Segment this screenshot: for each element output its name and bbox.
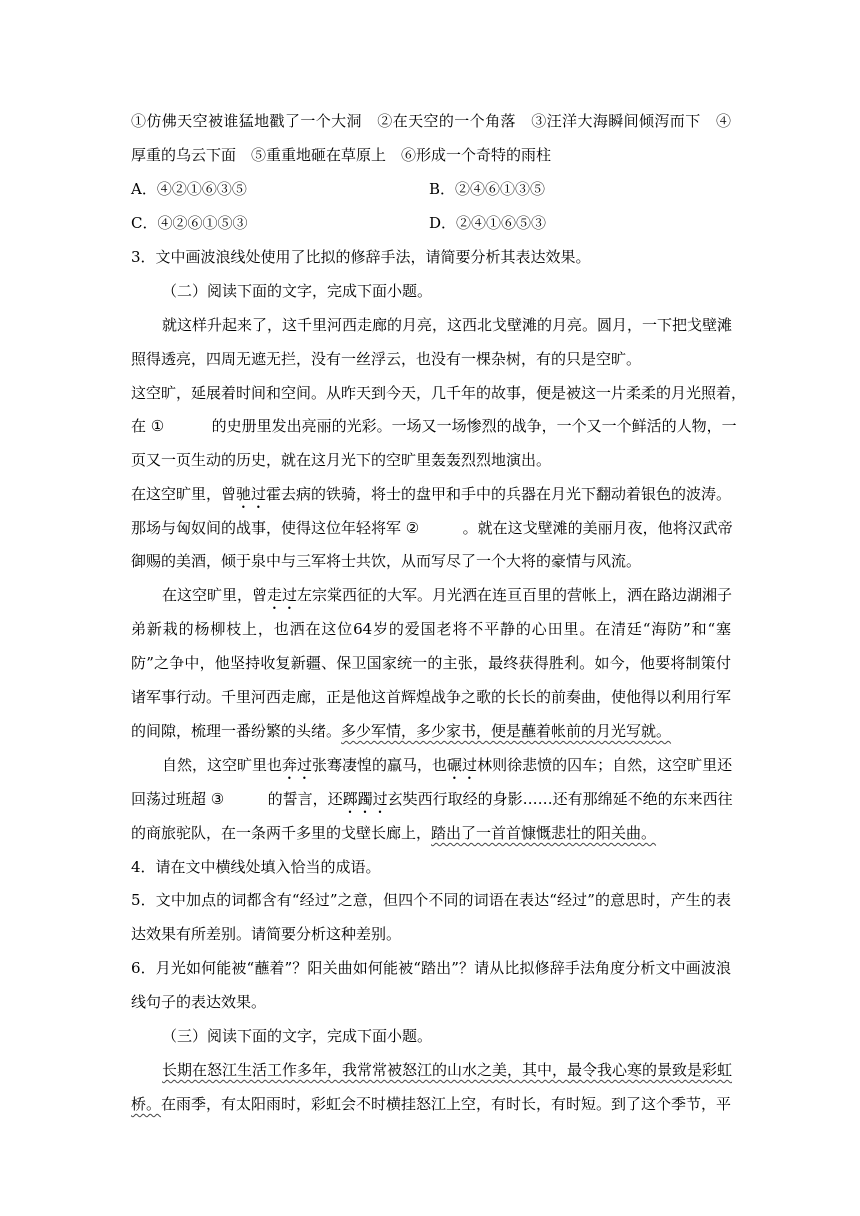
options-line-2: 厚重的乌云下面 ⑤重重地砸在草原上 ⑥形成一个奇特的雨柱 [131,146,552,164]
passage-text: 玄奘西行取经的身影……还有那绵延不绝的东来西往 [387,790,733,808]
question-3: 3．文中画波浪线处使用了比拟的修辞手法，请简要分析其表达效果。 [131,248,591,266]
passage-text: 在 [131,417,147,435]
passage2-p5-line2 [131,789,731,817]
wavy-underlined-end: 桥。 [131,1095,162,1113]
wavy-underlined-sentence-3: 长期在怒江生活工作多年，我常常被怒江的山水之美，其中，最令我心寒的景致是彩虹 [162,1061,733,1079]
passage2-p4-line4: 诸军事行动。千里河西走廊，正是他这首辉煌战争之歌的长长的前奏曲，使他得以利用行军 [131,688,732,706]
passage2-p1-line1: 就这样升起来了，这千里河西走廊的月亮，这西北戈壁滩的月亮。圆月，一下把戈壁滩 [162,316,733,334]
passage2-p4-line2: 弟新栽的杨柳枝上，也洒在这位64岁的爱国老将不平静的心田里。在清廷“海防”和“塞 [131,620,731,638]
dotted-word-nian-guo: 碾过 [447,756,478,774]
passage2-p4-line3: 防”之争中，他坚持收复新疆、保卫国家统一的主张，最终获得胜利。如今，他要将制策付 [131,654,731,672]
wavy-underlined-sentence-1: 多少军情，多少家书，便是蘸着帐前的月光写就。 [341,722,672,740]
passage-text: 。就在这戈壁滩的美丽月夜，他将汉武帝 [462,519,733,537]
passage-text: 自然，这空旷里也 [162,756,283,774]
passage-text: 张骞凄惶的羸马，也 [312,756,448,774]
passage3-line2 [131,1094,731,1114]
passage2-p5-line3 [131,823,731,843]
dotted-word-zou-guo: 走过 [267,586,298,604]
passage2-p4-line1 [162,585,731,613]
passage-text: 那场与匈奴间的战事，使得这位年轻将军 [131,519,402,537]
passage2-p3-line1 [131,484,731,512]
passage-text: 的誓言，还 [267,790,343,808]
passage2-p5-line1 [162,755,731,783]
passage-text: 左宗棠西征的大军。月光洒在连亘百里的营帐上，洒在路边湖湘子 [297,586,733,604]
passage-text: 在雨季，有太阳雨时，彩虹会不时横挂怒江上空，有时长，有时短。到了这个季节，平 [161,1095,732,1113]
passage-text: 的间隙，梳理一番纷繁的头绪。 [131,722,342,740]
section-2-heading: （二）阅读下面的文字，完成下面小题。 [162,282,433,300]
passage-text: 在这空旷里，曾 [162,586,268,604]
dotted-word-chi-guo: 驰过 [236,485,267,503]
passage2-p2-line2 [131,416,737,436]
question-5-line1: 5．文中加点的词都含有“经过”之意，但四个不同的词语在表达“经过”的意思时，产生的表 [131,891,731,909]
options-line-1: ①仿佛天空被谁猛地戳了一个大洞 ②在天空的一个角落 ③汪洋大海瞬间倾泻而下 ④ [131,112,731,130]
question-6-line1: 6．月光如何能被“蘸着”？阳关曲如何能被“踏出”？请从比拟修辞手法角度分析文中画波浪 [131,959,731,977]
wavy-underlined-sentence-2: 踏出了一首首慷慨悲壮的阳关曲。 [431,824,657,842]
passage-text: 的史册里发出亮丽的光彩。一场又一场惨烈的战争，一个又一个鲜活的人物，一 [211,417,737,435]
passage-text: 霍去病的铁骑，将士的盘甲和手中的兵器在月光下翻动着银色的波涛。 [266,485,732,503]
dotted-word-zhi-zhu-guo: 踯躅过 [342,790,388,808]
dotted-word-ben-guo: 奔过 [282,756,313,774]
passage3-line1 [162,1060,731,1080]
choice-b: B．②④⑥①③⑤ [429,180,546,198]
passage2-p4-line5 [131,721,731,741]
passage2-p3-line3: 御赐的美酒，倾于泉中与三军将士共饮，从而写尽了一个大将的豪情与风流。 [131,552,642,570]
passage2-p2-line3: 页又一页生动的历史，就在这月光下的空旷里轰轰烈烈地演出。 [131,451,552,469]
blank-3: ③ [210,790,225,808]
choice-a: A．④②①⑥③⑤ [131,180,247,198]
section-3-heading: （三）阅读下面的文字，完成下面小题。 [162,1027,433,1045]
passage2-p3-line2 [131,518,731,538]
question-5-line2: 达效果有所差别。请简要分析这种差别。 [131,925,402,943]
passage2-p1-line2: 照得透亮，四周无遮无拦，没有一丝浮云，也没有一棵杂树，有的只是空旷。 [131,350,642,368]
passage-text: 在这空旷里，曾 [131,485,237,503]
question-4: 4．请在文中横线处填入恰当的成语。 [131,858,381,876]
passage-text: 的商旅驼队，在一条两千多里的戈壁长廊上， [131,824,432,842]
passage2-p2-line1: 这空旷，延展着时间和空间。从昨天到今天，几千年的故事，便是被这一片柔柔的月光照着， [131,384,747,402]
blank-1: ① [150,417,165,435]
question-6-line2: 线句子的表达效果。 [131,993,267,1011]
blank-2: ② [405,519,420,537]
choice-c: C．④②⑥①⑤③ [131,214,248,232]
choice-d: D．②④①⑥⑤③ [429,214,547,232]
passage-text: 回荡过班超 [131,790,207,808]
passage-text: 林则徐悲愤的囚车；自然，这空旷里还 [477,756,733,774]
